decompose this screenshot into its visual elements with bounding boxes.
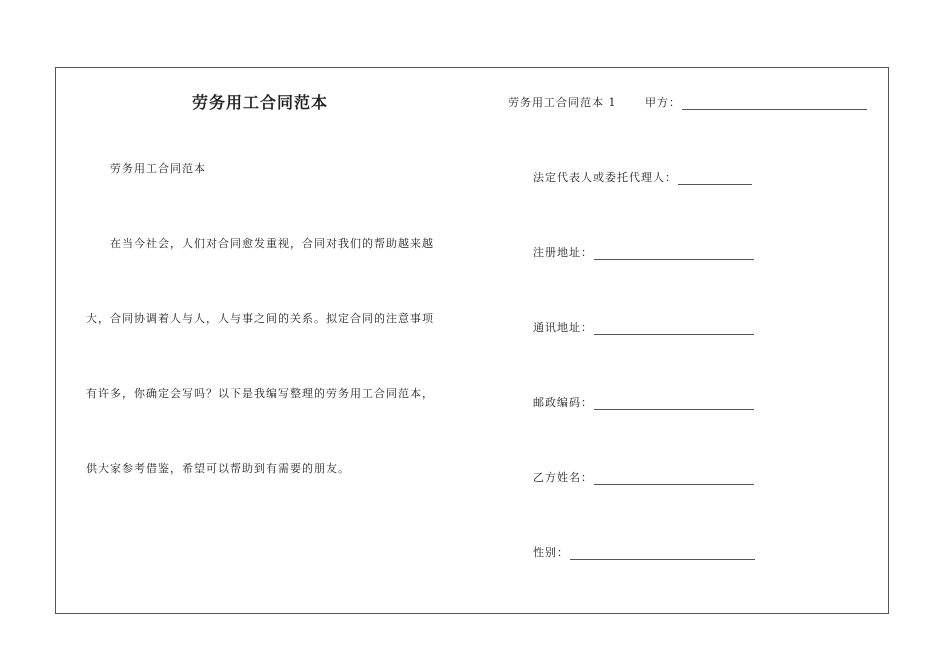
field-label: 邮政编码： <box>533 396 593 409</box>
paragraph-line-3: 有许多，你确定会写吗？以下是我编写整理的劳务用工合同范本， <box>86 387 434 400</box>
document-frame <box>55 67 889 614</box>
paragraph-line-1: 在当今社会，人们对合同愈发重视，合同对我们的帮助越来越 <box>110 237 434 250</box>
party-a-blank[interactable] <box>682 97 867 110</box>
postal-code-field[interactable] <box>533 394 754 410</box>
field-label: 性别： <box>533 546 569 559</box>
field-blank[interactable] <box>594 472 754 485</box>
doc-subtitle: 劳务用工合同范本 <box>110 162 206 175</box>
field-label: 乙方姓名： <box>533 471 593 484</box>
party-a-field[interactable] <box>645 94 867 110</box>
field-blank[interactable] <box>594 322 754 335</box>
party-a-label: 甲方： <box>645 96 681 109</box>
form-heading: 劳务用工合同范本 1 <box>508 96 617 109</box>
gender-field[interactable] <box>533 544 755 560</box>
page-title: 劳务用工合同范本 <box>192 93 329 112</box>
field-blank[interactable] <box>594 397 754 410</box>
mailing-address-field[interactable] <box>533 319 754 335</box>
representative-field[interactable] <box>533 169 752 185</box>
field-blank[interactable] <box>570 547 755 560</box>
paragraph-line-2: 大，合同协调着人与人，人与事之间的关系。拟定合同的注意事项 <box>86 312 434 325</box>
paragraph-line-4: 供大家参考借鉴，希望可以帮助到有需要的朋友。 <box>86 462 350 475</box>
registered-address-field[interactable] <box>533 244 754 260</box>
field-label: 法定代表人或委托代理人： <box>533 171 677 184</box>
field-blank[interactable] <box>594 247 754 260</box>
party-b-name-field[interactable] <box>533 469 754 485</box>
field-label: 通讯地址： <box>533 321 593 334</box>
field-blank[interactable] <box>678 172 752 185</box>
field-label: 注册地址： <box>533 246 593 259</box>
